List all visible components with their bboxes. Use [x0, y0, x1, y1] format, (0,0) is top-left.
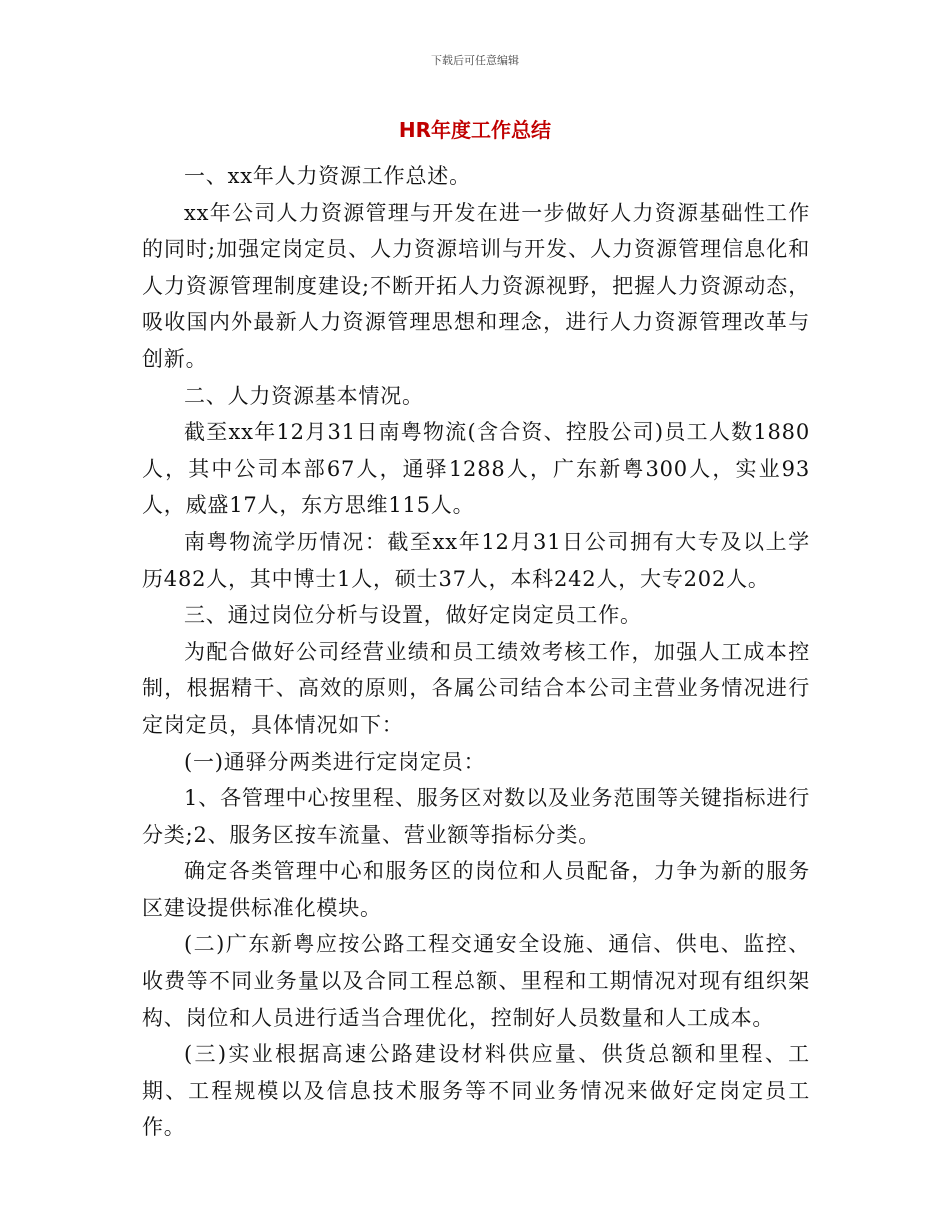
paragraph: 1、各管理中心按里程、服务区对数以及业务范围等关键指标进行分类;2、服务区按车流量、营业额等指标分类。 [142, 786, 810, 847]
paragraph: 南粤物流学历情况：截至xx年12月31日公司拥有大专及以上学历482人，其中博士1人，硕士37人，本科242人，大专202人。 [142, 529, 810, 591]
paragraph-subsection-2: (二)广东新粤应按公路工程交通安全设施、通信、供电、监控、收费等不同业务量以及合同工程总额、里程和工期情况对现有组织架构、岗位和人员进行适当合理优化，控制好人员数量和人工成本。 [142, 932, 810, 1030]
paragraph-subsection-1: (一)通驿分两类进行定岗定员： [184, 749, 486, 774]
paragraph-subsection-3: (三)实业根据高速公路建设材料供应量、供货总额和里程、工期、工程规模以及信息技术服务等不同业务情况来做好定岗定员工作。 [142, 1042, 810, 1140]
header-note: 下载后可任意编辑 [431, 54, 519, 67]
paragraph: xx年公司人力资源管理与开发在进一步做好人力资源基础性工作的同时;加强定岗定员、人力资源培训与开发、人力资源管理信息化和人力资源管理制度建设;不断开拓人力资源视野，把握人力资源动态，吸收国内外最新人力资源管理思想和理念，进行人力资源管理改革与创新。 [142, 200, 810, 371]
paragraph: 确定各类管理中心和服务区的岗位和人员配备，力争为新的服务区建设提供标准化模块。 [142, 859, 810, 920]
paragraph-section-3-heading: 三、通过岗位分析与设置，做好定岗定员工作。 [184, 603, 642, 628]
document-title: HR年度工作总结 [398, 118, 552, 142]
paragraph: 截至xx年12月31日南粤物流(含合资、控股公司)员工人数1880人，其中公司本部67人，通驿1288人，广东新粤300人，实业93人，威盛17人，东方思维115人。 [142, 420, 810, 518]
document-body [142, 158, 810, 1146]
paragraph-section-1-heading: 一、xx年人力资源工作总述。 [184, 164, 471, 188]
paragraph-section-2-heading: 二、人力资源基本情况。 [184, 383, 424, 408]
paragraph: 为配合做好公司经营业绩和员工绩效考核工作，加强人工成本控制，根据精干、高效的原则，各属公司结合本公司主营业务情况进行定岗定员，具体情况如下： [142, 639, 810, 737]
